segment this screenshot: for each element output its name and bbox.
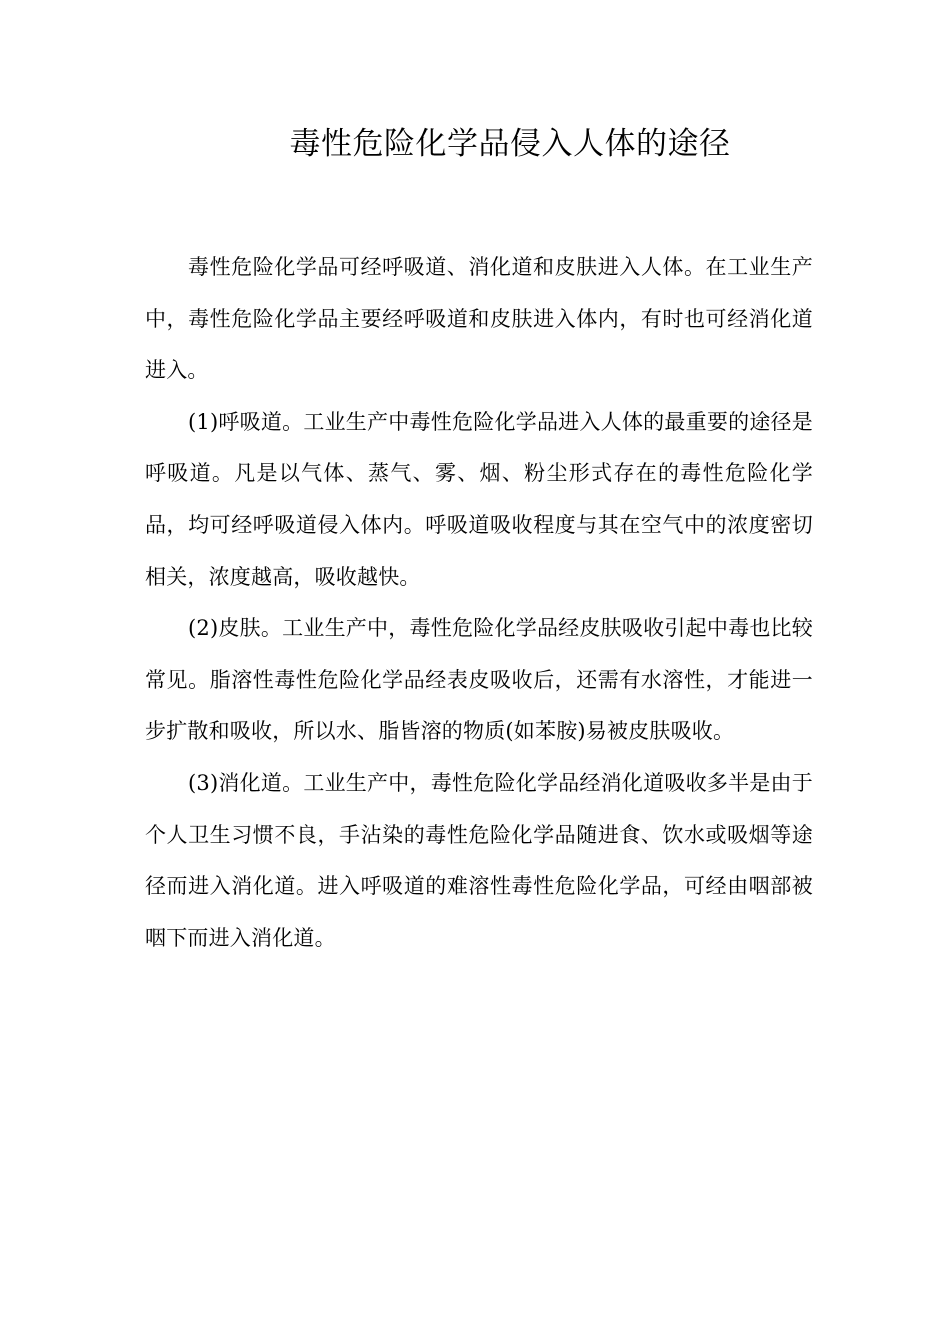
paragraph-digestive-tract: (3)消化道。工业生产中，毒性危险化学品经消化道吸收多半是由于个人卫生习惯不良，手沾染的毒性危险化学品随进食、饮水或吸烟等途径而进入消化道。进入呼吸道的难溶性毒性危险化学品，可经由咽部被咽下而进入消化道。	[145, 770, 813, 950]
paragraph-intro: 毒性危险化学品可经呼吸道、消化道和皮肤进入人体。在工业生产中，毒性危险化学品主要经呼吸道和皮肤进入体内，有时也可经消化道进入。	[145, 255, 813, 383]
paragraph-respiratory-tract: (1)呼吸道。工业生产中毒性危险化学品进入人体的最重要的途径是呼吸道。凡是以气体、蒸气、雾、烟、粉尘形式存在的毒性危险化学品，均可经呼吸道侵入体内。呼吸道吸收程度与其在空气中的浓度密切相关，浓度越高，吸收越快。	[145, 409, 813, 589]
document-body	[145, 242, 813, 964]
document-title: 毒性危险化学品侵入人体的途径	[289, 126, 731, 162]
paragraph-skin: (2)皮肤。工业生产中，毒性危险化学品经皮肤吸收引起中毒也比较常见。脂溶性毒性危险化学品经表皮吸收后，还需有水溶性，才能进一步扩散和吸收，所以水、脂皆溶的物质(如苯胺)易被皮肤吸收。	[145, 616, 813, 744]
